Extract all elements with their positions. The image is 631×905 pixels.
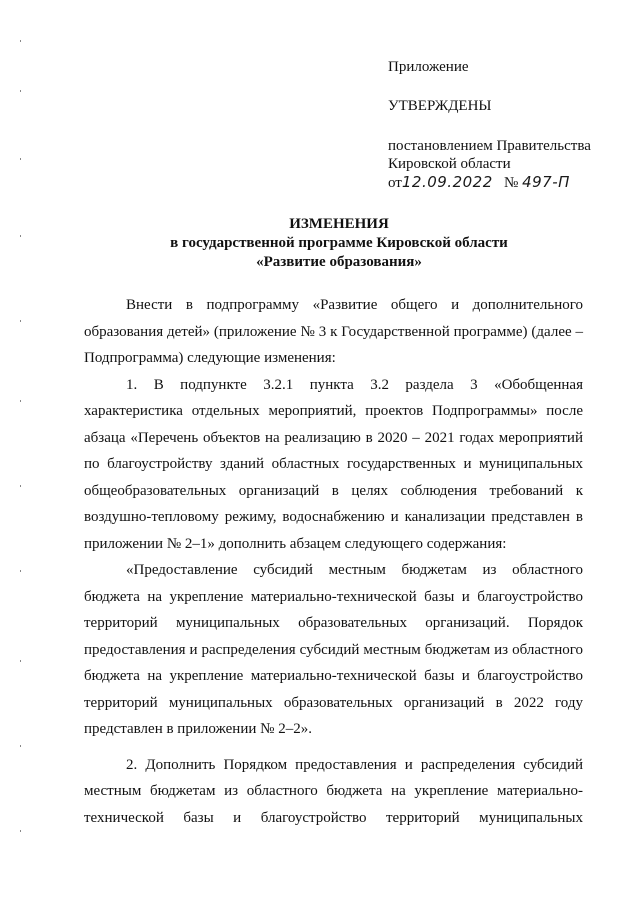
heading-title: ИЗМЕНЕНИЯ: [289, 216, 389, 232]
decree-reference: [388, 137, 628, 192]
handwritten-date: 12.09.2022: [401, 173, 493, 191]
decree-date-number-row: [388, 173, 628, 192]
heading-line-3: «Развитие образования»: [256, 254, 422, 270]
item-2-paragraph: 2. Дополнить Порядком предоставления и распределения субсидий местным бюджетам из областного бюджета на укрепление материально-технической базы и благоустройство территорий муниципальных: [84, 756, 583, 826]
number-label: №: [504, 175, 519, 191]
from-label: от: [388, 175, 402, 191]
heading-line-2: в государственной программе Кировской области: [170, 235, 508, 251]
quote-paragraph: «Предоставление субсидий местным бюджетам из областного бюджета на укрепление материально-технической базы и благоустройство территорий муниципальных образовательных организаций. Порядок предоставления и распределения субсидий местным бюджетам из областного бюджета на укрепление материально-технической базы и благоустройство территорий муниципальных образовательных организаций в 2022 году представлен в приложении № 2–2».: [84, 562, 583, 737]
appendix-label: Приложение: [388, 59, 469, 75]
document-body: [84, 292, 583, 831]
document-heading: [84, 215, 594, 272]
scan-edge-marks: [20, 30, 22, 875]
approval-block: [388, 58, 628, 192]
decree-line-2: Кировской области: [388, 156, 511, 172]
handwritten-number: 497-П: [522, 173, 570, 191]
approved-label: УТВЕРЖДЕНЫ: [388, 98, 492, 114]
intro-paragraph: Внести в подпрограмму «Развитие общего и дополнительного образования детей» (приложение № 3 к Государственной программе) (далее – Подпрограмма) следующие изменения:: [84, 297, 583, 366]
item-1-paragraph: 1. В подпункте 3.2.1 пункта 3.2 раздела 3 «Обобщенная характеристика отдельных мероприятий, проектов Подпрограммы» после абзаца «Перечень объектов на реализацию в 2020 – 2021 годах мероприятий по благоустройству зданий областных государственных и муниципальных общеобразовательных организаций в целях соблюдения требований к воздушно-тепловому режиму, водоснабжению и канализации представлен в приложении № 2–1» дополнить абзацем следующего содержания:: [84, 376, 583, 552]
decree-line-1: постановлением Правительства: [388, 138, 591, 154]
